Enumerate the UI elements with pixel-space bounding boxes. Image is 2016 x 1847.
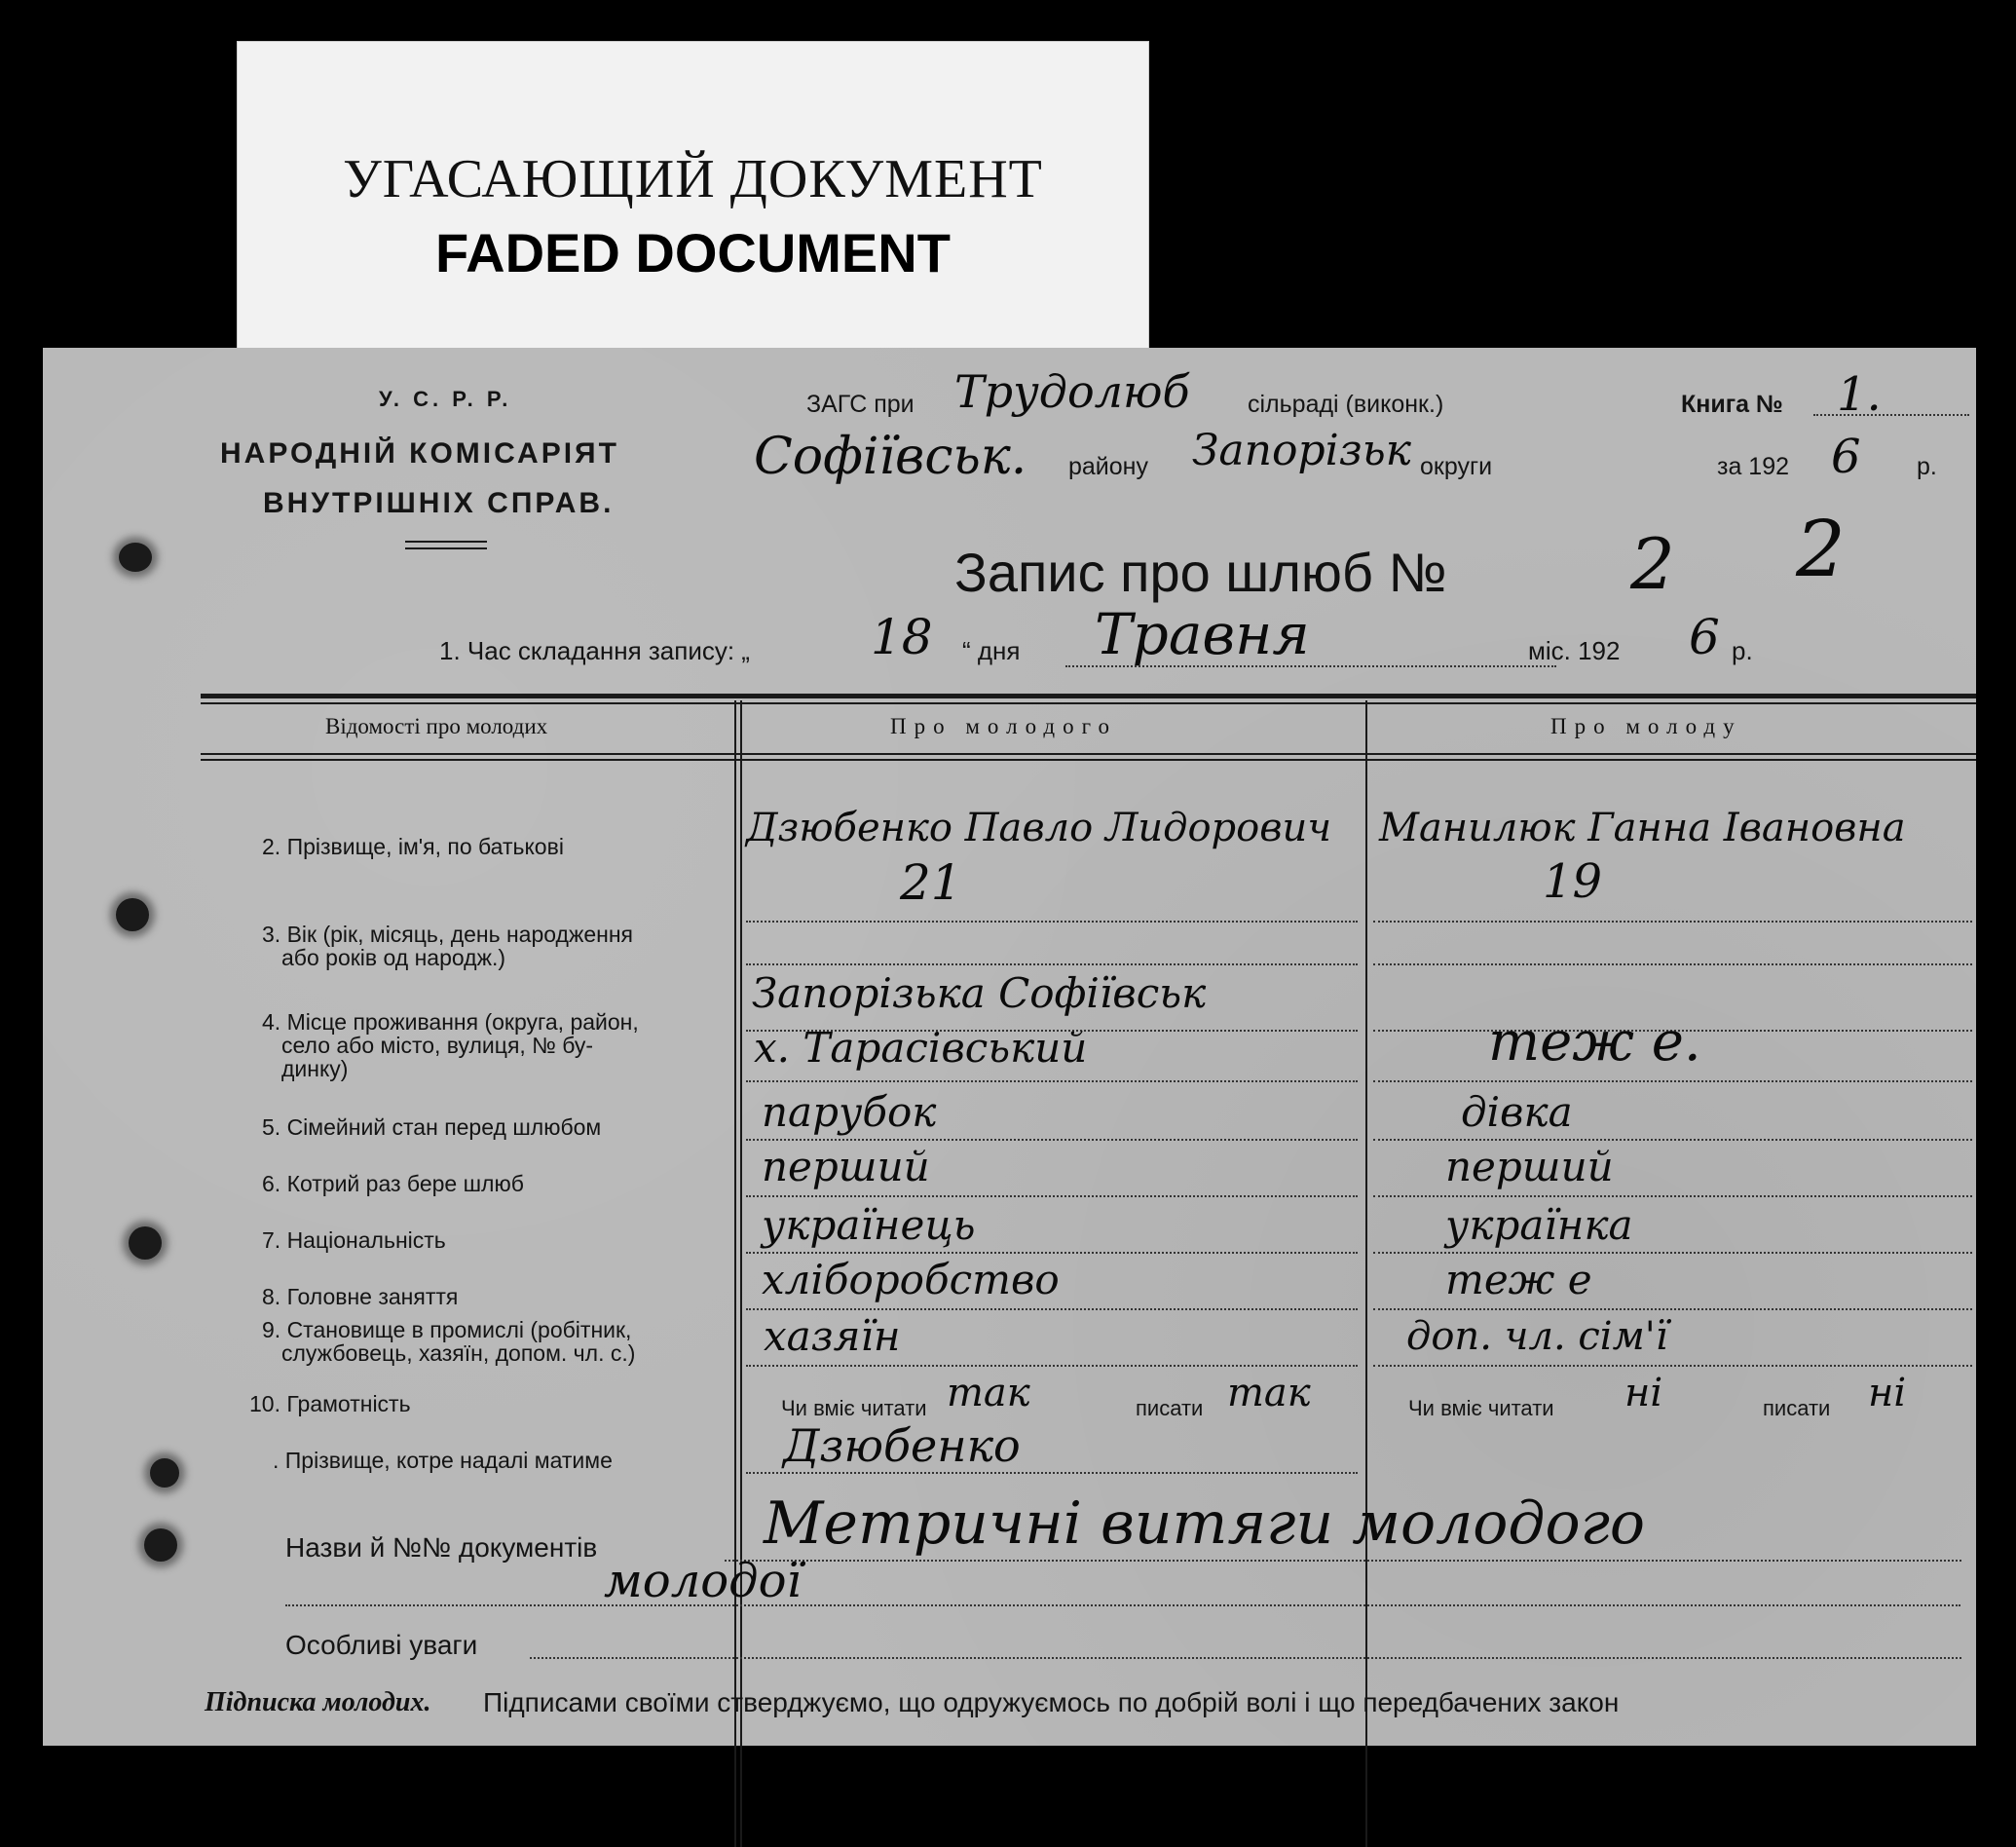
- okrug-value: Запорізьк: [1192, 426, 1411, 475]
- row-label-status: 5. Сімейний стан перед шлюбом: [262, 1114, 602, 1140]
- punch-hole: [119, 543, 152, 572]
- bride-nationality: українка: [1445, 1201, 1633, 1249]
- column-divider: [734, 700, 736, 1847]
- documents-value-line2: молодої: [604, 1554, 802, 1608]
- declaration-text: Підписами своїми стверджуємо, що одружуємось по добрій волі і що передбачених закон: [483, 1687, 1620, 1717]
- bride-write-value: ні: [1868, 1371, 1907, 1415]
- groom-occupation: хліборобство: [762, 1256, 1060, 1303]
- column-header-groom: Про молодого: [890, 714, 1117, 738]
- district-label: району: [1068, 453, 1148, 480]
- bride-name: Манилюк Ганна Івановна: [1379, 806, 1906, 850]
- row-label-literacy: 10. Грамотність: [249, 1391, 411, 1416]
- book-number: 1.: [1837, 367, 1882, 422]
- bride-residence: теж е.: [1488, 1010, 1701, 1074]
- bride-position: доп. чл. сім'ї: [1406, 1314, 1668, 1359]
- punch-hole: [129, 1226, 162, 1260]
- documents-label: Назви й №№ документів: [285, 1532, 598, 1563]
- row-label-age: 3. Вік (рік, місяць, день народження: [262, 922, 634, 947]
- record-day-value: 18: [871, 609, 933, 665]
- groom-read-label: Чи вміє читати: [781, 1396, 927, 1420]
- row-label-name: 2. Прізвище, ім'я, по батькові: [262, 834, 564, 859]
- groom-future-surname: Дзюбенко: [783, 1419, 1021, 1472]
- record-number-extra: 2: [1796, 504, 1846, 594]
- bride-occupation: теж е: [1445, 1256, 1592, 1303]
- row-label-times: 6. Котрий раз бере шлюб: [262, 1171, 524, 1196]
- groom-residence-line1: Запорізька Софіївськ: [752, 969, 1207, 1017]
- row-label-residence-cont: село або місто, вулиця, № бу-: [281, 1033, 594, 1058]
- row-label-future-surname: . Прізвище, котре надалі матиме: [273, 1448, 613, 1473]
- village-value: Трудолюб: [954, 365, 1190, 418]
- ussr-abbrev: У. С. Р. Р.: [379, 387, 512, 411]
- row-label-nationality: 7. Національність: [262, 1227, 446, 1253]
- record-year-suffix: р.: [1732, 636, 1753, 665]
- book-label: Книга №: [1681, 391, 1783, 418]
- record-year-value: 6: [1689, 609, 1720, 665]
- row-label-residence: 4. Місце проживання (округа, район,: [262, 1009, 639, 1035]
- declaration-lead: Підписка молодих.: [205, 1687, 431, 1717]
- record-number: 2: [1630, 523, 1675, 605]
- year-label: за 192: [1717, 453, 1790, 480]
- year-value: 6: [1831, 430, 1861, 484]
- faded-document-stamp: [237, 41, 1149, 351]
- groom-position: хазяїн: [764, 1312, 901, 1360]
- header-rule: [405, 541, 487, 543]
- stamp-english-text: FADED DOCUMENT: [435, 222, 951, 283]
- row-label-position-cont: службовець, хазяїн, допом. чл. с.): [281, 1340, 636, 1366]
- punch-hole: [144, 1528, 177, 1562]
- groom-read-value: так: [947, 1371, 1030, 1415]
- commissariat-heading: НАРОДНІЙ КОМІСАРІЯТ: [220, 437, 619, 470]
- row-label-occupation: 8. Головне заняття: [262, 1284, 459, 1309]
- table-header-rule: [201, 753, 1976, 755]
- village-suffix: сільраді (виконк.): [1248, 391, 1444, 418]
- groom-marital-status: парубок: [762, 1088, 937, 1136]
- okrug-label: округи: [1420, 453, 1493, 480]
- groom-age: 21: [900, 854, 962, 911]
- year-suffix: р.: [1917, 453, 1937, 480]
- bride-read-value: ні: [1624, 1371, 1663, 1415]
- bride-write-label: писати: [1763, 1396, 1831, 1420]
- stamp-russian-text: УГАСАЮЩИЙ ДОКУМЕНТ: [343, 149, 1043, 209]
- bride-marriage-count: перший: [1445, 1143, 1614, 1190]
- table-top-rule: [201, 694, 1976, 698]
- column-header-bride: Про молоду: [1550, 714, 1742, 738]
- punch-hole: [150, 1458, 179, 1488]
- record-day-label: “ дня: [962, 636, 1021, 665]
- groom-write-label: писати: [1136, 1396, 1204, 1420]
- notes-label: Особливі уваги: [285, 1630, 478, 1660]
- bride-read-label: Чи вміє читати: [1408, 1396, 1554, 1420]
- record-month-value: Травня: [1095, 601, 1310, 667]
- groom-residence-line2: х. Тарасівський: [754, 1024, 1088, 1072]
- row-label-age-cont: або років од народж.): [281, 945, 506, 970]
- row-label-position: 9. Становище в промислі (робітник,: [262, 1317, 632, 1342]
- bride-age: 19: [1543, 854, 1603, 909]
- documents-value-line1: Метричні витяги молодого: [764, 1489, 1646, 1558]
- header-rule: [405, 547, 487, 549]
- groom-name: Дзюбенко Павло Лидорович: [746, 806, 1332, 850]
- district-value: Софіївськ.: [754, 428, 1027, 486]
- column-divider: [1365, 700, 1367, 1847]
- record-title: Запис про шлюб №: [954, 542, 1447, 603]
- row-label-residence-cont2: динку): [281, 1056, 349, 1081]
- groom-marriage-count: перший: [762, 1143, 930, 1190]
- punch-hole: [116, 898, 149, 931]
- marriage-record-card: [43, 348, 1976, 1746]
- record-time-label: 1. Час складання запису: „: [439, 636, 750, 665]
- bride-marital-status: дівка: [1461, 1088, 1573, 1136]
- column-header-info: Відомості про молодих: [325, 714, 548, 738]
- groom-nationality: українець: [762, 1201, 976, 1249]
- internal-affairs-heading: ВНУТРІШНІХ СПРАВ.: [263, 487, 615, 519]
- groom-write-value: так: [1227, 1371, 1311, 1415]
- record-month-label: міс. 192: [1528, 636, 1621, 665]
- zags-prefix: ЗАГС при: [806, 391, 915, 418]
